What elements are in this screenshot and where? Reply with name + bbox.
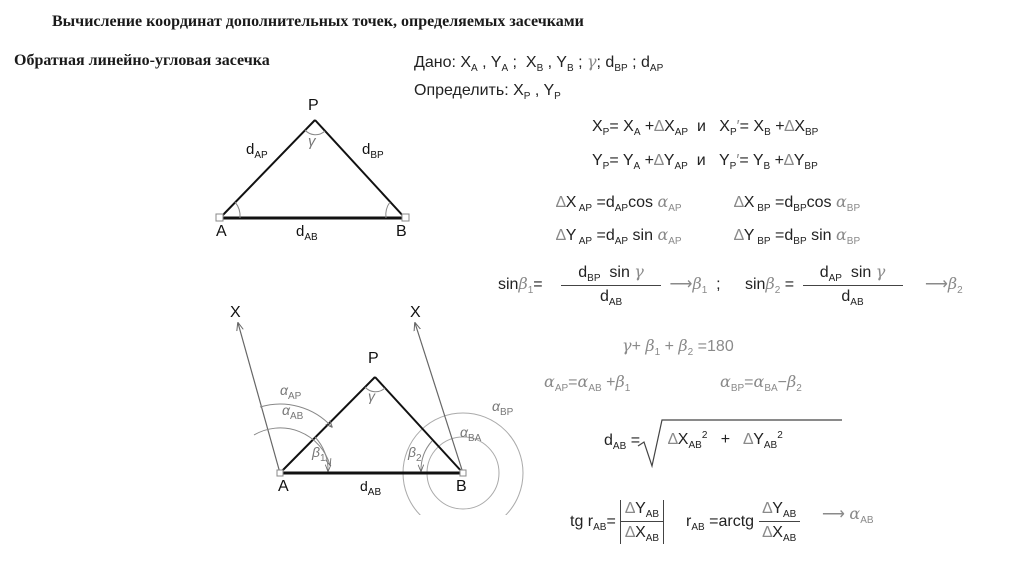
gamma-label: γ <box>308 133 316 150</box>
angle-b-arc <box>386 202 390 218</box>
page-subtitle: Обратная линейно-угловая засечка <box>14 52 270 69</box>
formula-dy-ap: ∆Y $_{AP} =d_{AP}$ $\sin \alpha_{AP}$ <box>556 225 682 247</box>
x-axis-a <box>238 323 280 473</box>
formula-alpha-bp: $\alpha_{BP}=\alpha_{BA}-\beta_2$ <box>720 372 802 394</box>
side-bp <box>315 120 405 218</box>
alpha-ba-label: $\alpha_{BA}$ <box>460 424 482 444</box>
d-ap-label: $d_{AP}$ <box>246 141 268 161</box>
d-ab-label: $d_{AB}$ <box>296 223 318 243</box>
x-axis-label-a: X <box>230 304 241 321</box>
formula-d-ab-label: $d_{AB}$ = <box>604 432 641 452</box>
direction-angles-diagram <box>220 295 540 515</box>
formula-dx-ap: ∆X $_{AP} =d_{AP}\cos$ $\alpha_{AP}$ <box>556 192 682 214</box>
side-ap <box>220 120 315 218</box>
beta2-label: $\beta_2$ <box>408 444 422 464</box>
gamma-label-2: γ <box>368 388 375 404</box>
given-line: Дано: $X_A$ , $Y_A$ ; $X_B$ , $Y_B$ ; γ; $d_{BP}$ ; $d_{AP}$ <box>414 52 664 74</box>
formula-alpha-ap: $\alpha_{AP}=\alpha_{AB} +\beta_1$ <box>544 372 631 394</box>
alpha-ap-label: $\alpha_{AP}$ <box>280 382 302 402</box>
point-b-marker <box>402 214 409 221</box>
formula-sin-beta2: sinβ$_2$ = $\frac{d_{AP} \sin \gamma}{d_{AB}}$ $⟶\beta_2$ <box>745 262 963 308</box>
formula-sin-beta1: sinβ$_1$= $\frac{d_{BP} \sin \gamma}{d_{AB}}$ $⟶\beta_1$ ; <box>498 262 721 308</box>
beta2-arc <box>421 441 432 471</box>
page-title: Вычисление координат дополнительных точек, определяемых засечками <box>52 13 584 30</box>
x-axis-label-b: X <box>410 304 421 321</box>
alpha-ab-label: $\alpha_{AB}$ <box>282 402 304 422</box>
point-a-marker-2 <box>277 470 283 476</box>
formula-xp: $X_P= X_A +\Delta X_{AP}$ и $X_P'= X_B +\Delta X_{BP}$ <box>592 118 819 138</box>
angle-a-arc <box>235 202 240 218</box>
x-axis-b <box>415 323 463 473</box>
formula-to-alpha-ab: ⟶ $\alpha_{AB}$ <box>822 504 874 526</box>
alpha-bp-label: $\alpha_{BP}$ <box>492 398 514 418</box>
triangle-diagram <box>200 90 430 250</box>
point-b-label: B <box>396 223 407 240</box>
point-a-marker <box>216 214 223 221</box>
formula-d-ab-radicand: $\Delta X_{AB}^2 + \Delta Y_{AB}^2$ <box>668 430 783 451</box>
point-a-label: A <box>216 223 227 240</box>
d-bp-label: $d_{BP}$ <box>362 141 384 161</box>
find-line: Определить: $X_P$ , $Y_P$ <box>414 82 561 102</box>
formula-angle-sum: $\gamma+ \beta_1 + \beta_2 =180$ <box>622 336 734 358</box>
formula-dx-bp: ∆X $_{BP} =d_{BP}\cos$ $\alpha_{BP}$ <box>734 192 861 214</box>
point-b-marker-2 <box>460 470 466 476</box>
point-b-label-2: B <box>456 478 467 495</box>
formula-tg-r: tg $r_{AB}=$ $\frac{\Delta Y_{AB}}{\Delta X_{AB}}$ <box>570 500 664 544</box>
formula-r-arctg: $r_{AB}$ =arctg $\frac{\Delta Y_{AB}}{\Delta X_{AB}}$ <box>686 500 800 544</box>
formula-dy-bp: ∆Y $_{BP} =d_{BP}$ $\sin \alpha_{BP}$ <box>734 225 861 247</box>
point-p-label: P <box>308 97 319 114</box>
d-ab-label-2: $d_{AB}$ <box>360 478 382 498</box>
formula-yp: $Y_P= Y_A +\Delta Y_{AP}$ и $Y_P'= Y_B +\Delta Y_{BP}$ <box>592 152 818 172</box>
point-p-label-2: P <box>368 350 379 367</box>
point-a-label-2: A <box>278 478 289 495</box>
beta1-label: $\beta_1$ <box>312 444 326 464</box>
